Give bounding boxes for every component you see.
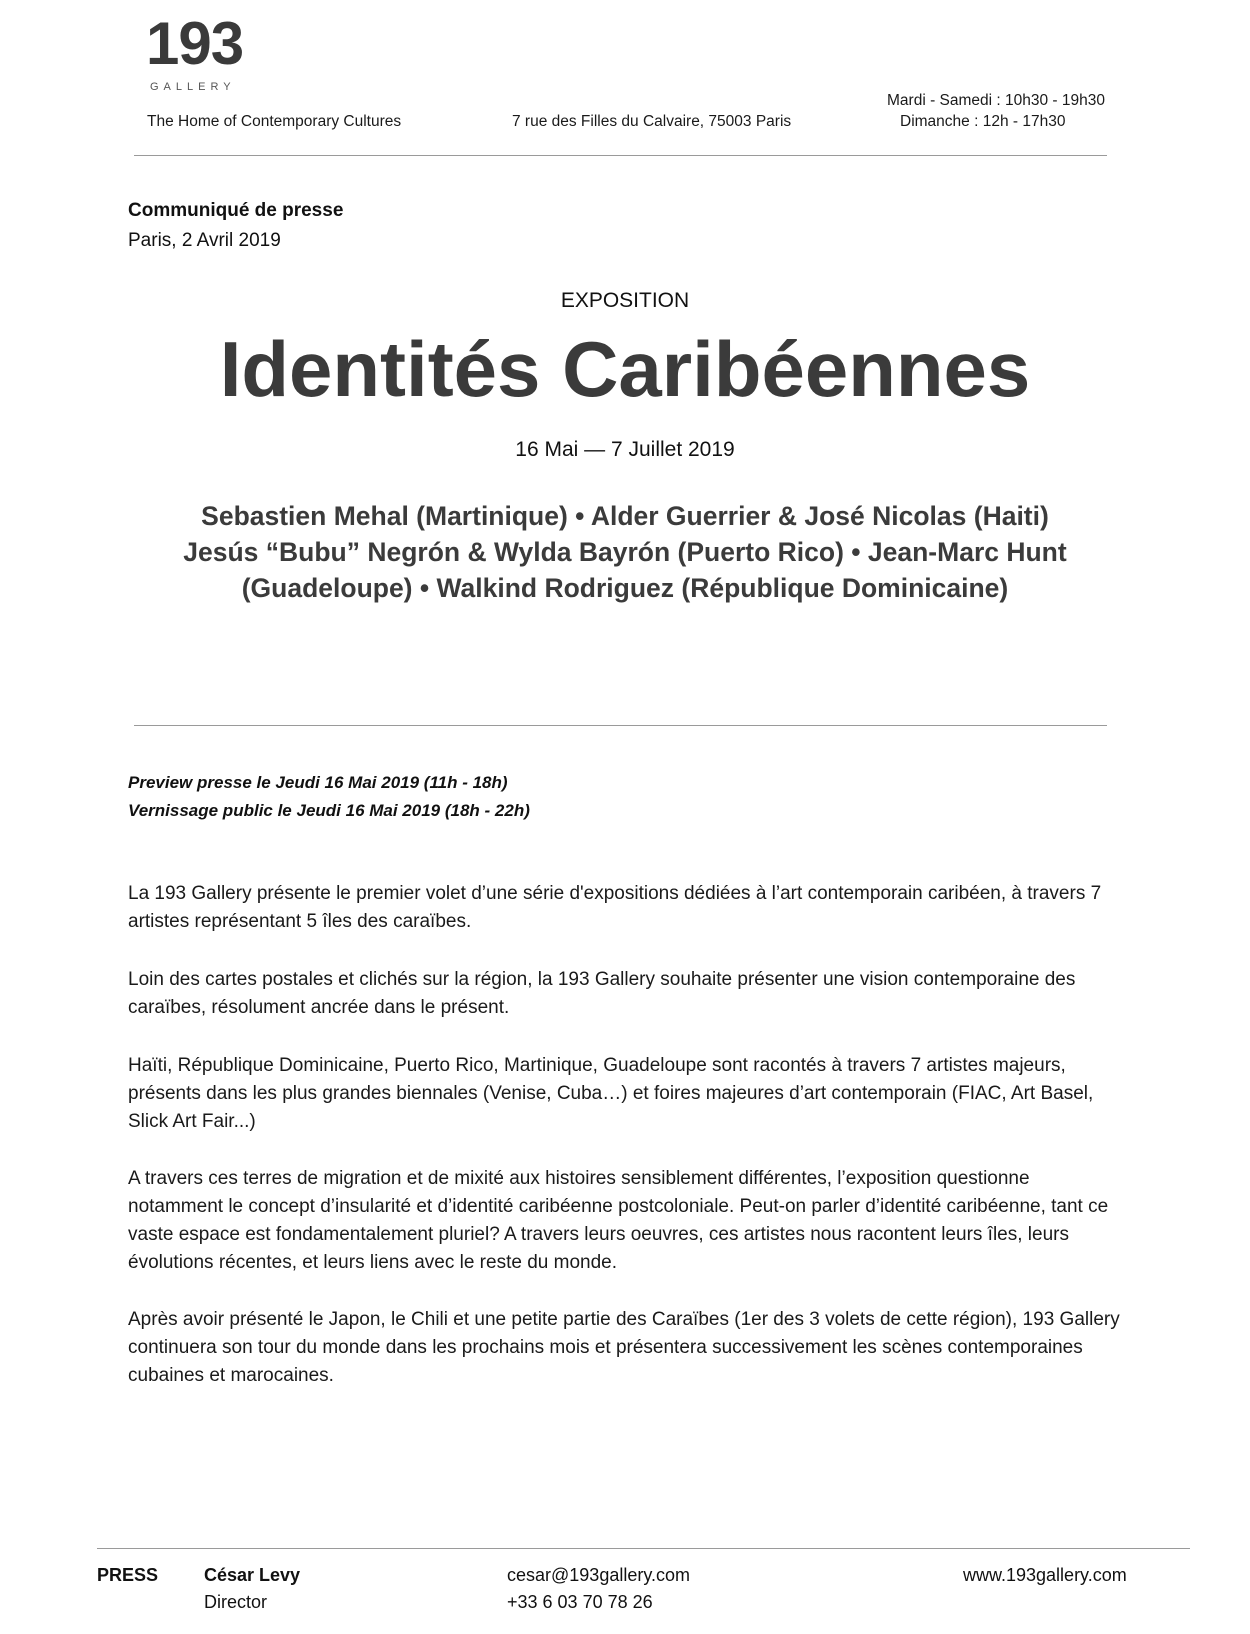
body-paragraph: Après avoir présenté le Japon, le Chili et une petite partie des Caraïbes (1er des 3 volets de cette région), 193 Gallery continuera son tour du monde dans les prochains mois et présentera successivement les scènes contemporaines cubaines et marocaines. (128, 1309, 1120, 1386)
header-divider (134, 155, 1107, 156)
opening-hours-weekday: Mardi - Samedi : 10h30 - 19h30 (887, 92, 1105, 109)
press-release-label: Communiqué de presse (128, 200, 344, 221)
press-preview-line: Preview presse le Jeudi 16 Mai 2019 (11h - 18h) (128, 773, 508, 792)
opening-hours-sunday: Dimanche : 12h - 17h30 (900, 113, 1066, 130)
website-link[interactable]: www.193gallery.com (963, 1565, 1127, 1585)
body-paragraph: La 193 Gallery présente le premier volet d’une série d'expositions dédiées à l’art contemporain caribéen, à travers 7 artistes représentant 5 îles des caraïbes. (128, 883, 1102, 932)
gallery-logo-word: GALLERY (150, 81, 236, 93)
body-paragraph: Haïti, République Dominicaine, Puerto Rico, Martinique, Guadeloupe sont racontés à travers 7 artistes majeurs, présents dans les plus grandes biennales (Venise, Cuba…) et foires majeures d’art contemporain (FIAC, Art Basel, Slick Art Fair...) (128, 1055, 1094, 1132)
gallery-logo-number: 193 (146, 10, 244, 77)
artist-list-line: Sebastien Mehal (Martinique) • Alder Guerrier & José Nicolas (Haiti) (201, 501, 1049, 531)
body-paragraph: A travers ces terres de migration et de mixité aux histoires sensiblement différentes, l’exposition questionne notamment le concept d’insularité et d’identité caribéenne postcoloniale. Peut-on parler d’identité caribéenne, tant ce vaste espace est fondamentalement pluriel? A travers leurs oeuvres, ces artistes nous racontent leurs îles, leurs évolutions récentes, et leurs liens avec le reste du monde. (128, 1168, 1109, 1273)
contact-phone: +33 6 03 70 78 26 (507, 1592, 653, 1612)
gallery-tagline: The Home of Contemporary Cultures (147, 113, 402, 130)
footer-press-label: PRESS (97, 1565, 159, 1585)
artist-list-line: (Guadeloupe) • Walkind Rodriguez (République Dominicaine) (241, 573, 1009, 603)
exhibition-dates: 16 Mai — 7 Juillet 2019 (515, 438, 735, 461)
public-opening-line: Vernissage public le Jeudi 16 Mai 2019 (18h - 22h) (128, 801, 530, 820)
exhibition-title: Identités Caribéennes (219, 325, 1031, 413)
section-divider (134, 725, 1107, 726)
artist-list (120, 498, 1130, 606)
press-release-date: Paris, 2 Avril 2019 (128, 230, 281, 251)
contact-email-link[interactable]: cesar@193gallery.com (507, 1565, 691, 1585)
contact-role: Director (204, 1592, 268, 1612)
exhibition-kicker: EXPOSITION (560, 289, 690, 312)
body-paragraph: Loin des cartes postales et clichés sur la région, la 193 Gallery souhaite présenter une vision contemporaine des caraïbes, résolument ancrée dans le présent. (128, 969, 1076, 1018)
footer-divider (97, 1548, 1190, 1549)
contact-name: César Levy (204, 1565, 301, 1585)
gallery-address: 7 rue des Filles du Calvaire, 75003 Paris (512, 113, 792, 130)
artist-list-line: Jesús “Bubu” Negrón & Wylda Bayrón (Puerto Rico) • Jean-Marc Hunt (183, 537, 1067, 567)
